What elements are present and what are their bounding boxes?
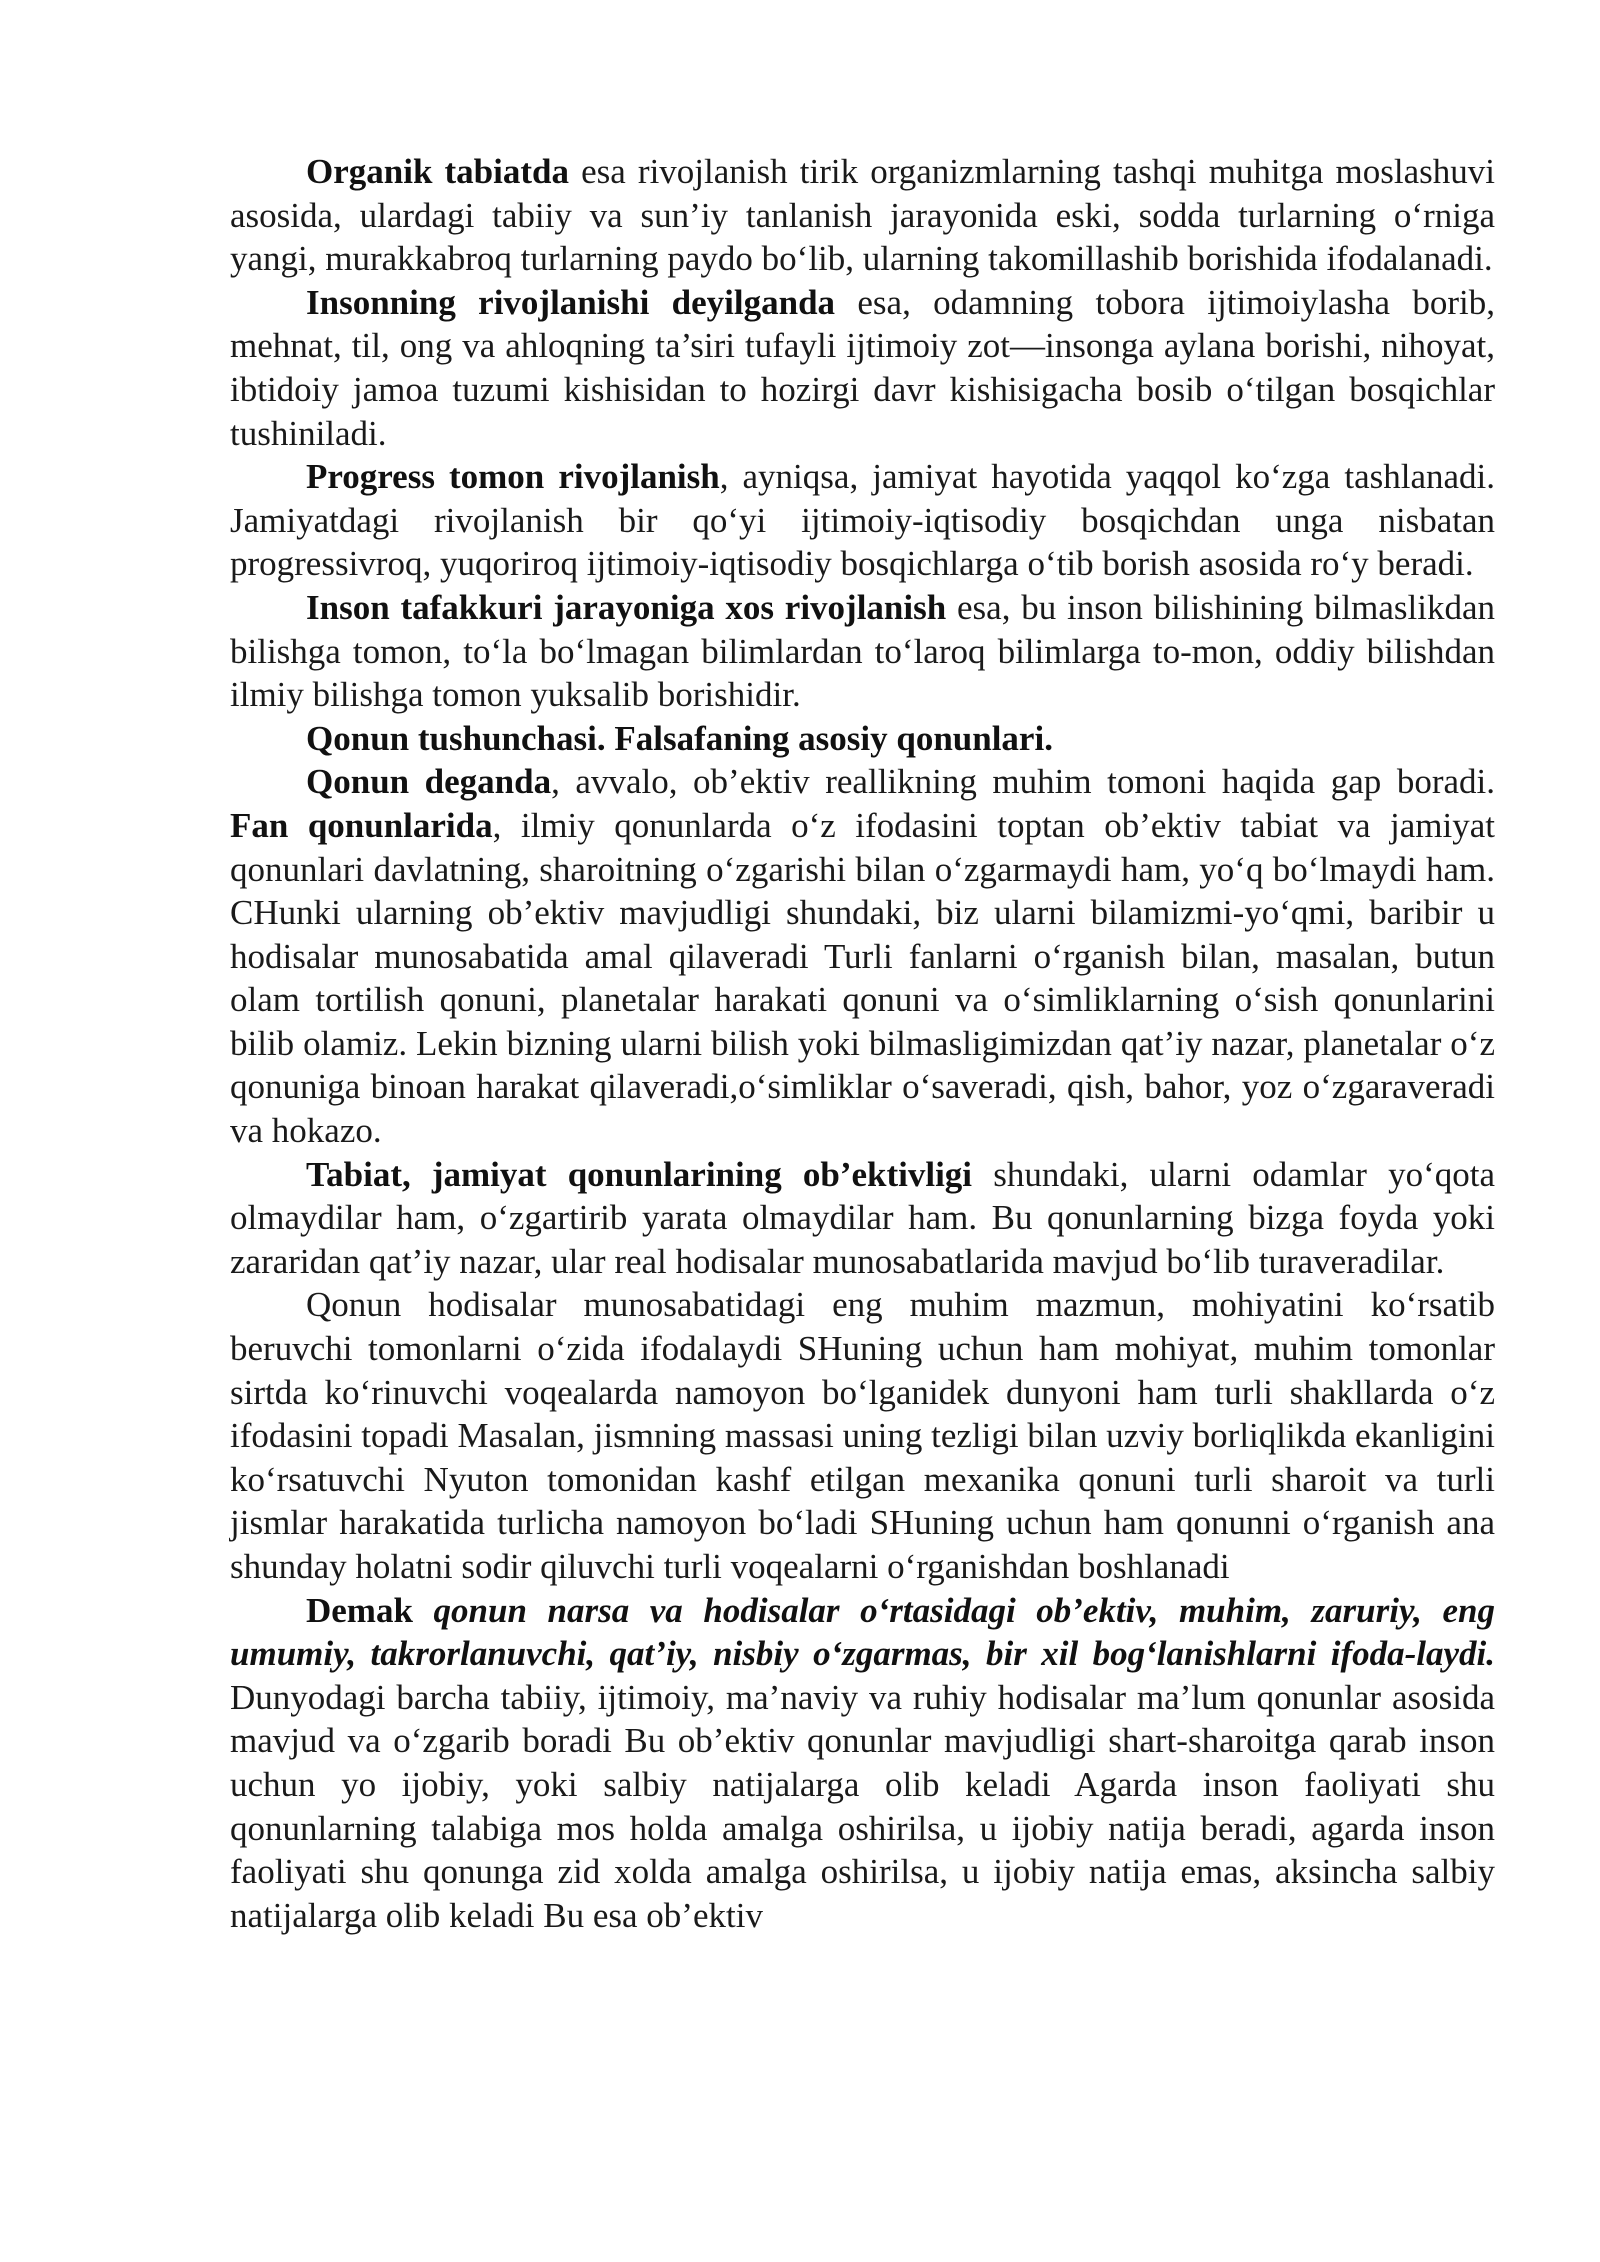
document-page — [230, 150, 1495, 1937]
paragraph-qonun-deganda — [230, 760, 1495, 1152]
paragraph-text: Dunyodagi barcha tabiiy, ijtimoiy, ma’naviy va ruhiy hodisalar ma’lum qonunlar asosida mavjud va o‘zgarib boradi Bu ob’ektiv qonunlar mavjudligi shart-sharoitga qarab inson uchun yo ijobiy, yoki salbiy natijalarga olib keladi Agarda inson faoliyati shu qonunlarning talabiga mos holda amalga oshirilsa, u ijobiy natija beradi, agarda inson faoliyati shu qonunga zid xolda amalga oshirilsa, u ijobiy natija emas, aksincha salbiy natijalarga olib keladi Bu esa ob’ektiv — [230, 1677, 1495, 1935]
bold-term: Tabiat, jamiyat qonunlarining ob’ektivligi — [306, 1154, 973, 1194]
paragraph-tabiat-jamiyat — [230, 1153, 1495, 1284]
paragraph-text: Qonun hodisalar munosabatidagi eng muhim mazmun, mohiyatini ko‘rsatib beruvchi tomonlarni o‘zida ifodalaydi SHuning uchun ham mohiyat, muhim tomonlar sirtda ko‘rinuvchi voqealarda namoyon bo‘lganidek dunyoni ham turli shakllarda o‘z ifodasini topadi Masalan, jismning massasi uning tezligi bilan uzviy borliqlikda ekanligini ko‘rsatuvchi Nyuton tomonidan kashf etilgan mexanika qonuni turli sharoit va turli jismlar harakatida turlicha namoyon bo‘ladi SHuning uchun ham qonunni o‘rganish ana shunday holatni sodir qiluvchi turli voqealarni o‘rganishdan boshlanadi — [230, 1285, 1495, 1586]
paragraph-text: shundaki, ularni odamlar yo‘qota olmaydilar ham, o‘zgartirib yarata olmaydilar ham. Bu qonunlarning bizga foyda yoki zararidan qat’iy nazar, ular real hodisalar munosabatlarida mavjud bo‘lib turaveradilar. — [230, 1154, 1495, 1281]
paragraph-inson-tafakkuri — [230, 586, 1495, 717]
paragraph-organik-tabiatda — [230, 150, 1495, 281]
paragraph-text: esa, bu inson bilishining bilmaslikdan bilishga tomon, to‘la bo‘lmagan bilimlardan to‘laroq bilimlarga to-mon, oddiy bilishdan ilmiy bilishga tomon yuksalib borishidir. — [230, 587, 1495, 715]
paragraph-text: esa, odamning tobora ijtimoiylasha borib, mehnat, til, ong va ahloqning ta’siri tufayli ijtimoiy zot—insonga aylana borishi, nihoyat, ibtidoiy jamoa tuzumi kishisidan to hozirgi davr kishisigacha bosib o‘tilgan bosqichlar tushiniladi. — [230, 282, 1496, 453]
bold-term: Progress tomon rivojlanish — [306, 457, 720, 497]
paragraph-text: , avvalo, ob’ektiv reallikning muhim tomoni haqida gap boradi. — [551, 762, 1496, 802]
paragraph-text: esa rivojlanish tirik organizmlarning tashqi muhitga moslashuvi asosida, ulardagi tabiiy va sun’iy tanlanish jarayonida eski, sodda turlarning o‘rniga yangi, murakkabroq turlarning paydo bo‘lib, ularning takomillashib borishida ifodalanadi. — [230, 152, 1495, 279]
paragraph-demak — [230, 1589, 1495, 1938]
bold-term: Organik tabiatda — [306, 152, 569, 191]
bold-term: Inson tafakkuri jarayoniga xos rivojlanish — [306, 587, 947, 627]
bold-term: Insonning rivojlanishi deyilganda — [306, 282, 836, 322]
bold-italic-definition: qonun narsa va hodisalar o‘rtasidagi ob’ektiv, muhim, zaruriy, eng umumiy, takrorlanuvchi, qat’iy, nisbiy o‘zgarmas, bir xil bog‘lanishlarni ifoda-laydi. — [230, 1590, 1495, 1674]
bold-term: Fan qonunlarida — [230, 805, 493, 845]
paragraph-text: , ilmiy qonunlarda o‘z ifodasini toptan ob’ektiv tabiat va jamiyat qonunlari davlatning, sharoitning o‘zgarishi bilan o‘zgarmaydi ham, yo‘q bo‘lmaydi ham. CHunki ularning ob’ektiv mavjudligi shundaki, biz ularni bilamizmi-yo‘qmi, baribir u hodisalar munosabatida amal qilaveradi Turli fanlarni o‘rganish bilan, masalan, butun olam tortilish qonuni, planetalar harakati qonuni va o‘simliklarning o‘sish qonunlarini bilib olamiz. Lekin bizning ularni bilish yoki bilmasligimizdan qat’iy nazar, planetalar o‘z qonuniga binoan harakat qilaveradi,o‘simliklar o‘saveradi, qish, bahor, yoz o‘zgaraveradi va hokazo. — [230, 805, 1495, 1151]
paragraph-text: , ayniqsa, jamiyat hayotida yaqqol ko‘zga tashlanadi. Jamiyatdagi rivojlanish bir qo‘yi ijtimoiy-iqtisodiy bosqichdan unga nisbatan progressivroq, yuqoriroq ijtimoiy-iqtisodiy bosqichlarga o‘tib borish asosida ro‘y beradi. — [230, 457, 1495, 584]
bold-term: Qonun deganda — [306, 762, 552, 802]
paragraph-progress-tomon — [230, 455, 1495, 586]
bold-term: Demak — [306, 1590, 413, 1630]
section-heading-text: Qonun tushunchasi. Falsafaning asosiy qonunlari. — [306, 718, 1053, 758]
section-heading — [230, 717, 1495, 761]
paragraph-qonun-hodisalar — [230, 1283, 1495, 1588]
paragraph-insonning-rivojlanishi — [230, 281, 1495, 455]
